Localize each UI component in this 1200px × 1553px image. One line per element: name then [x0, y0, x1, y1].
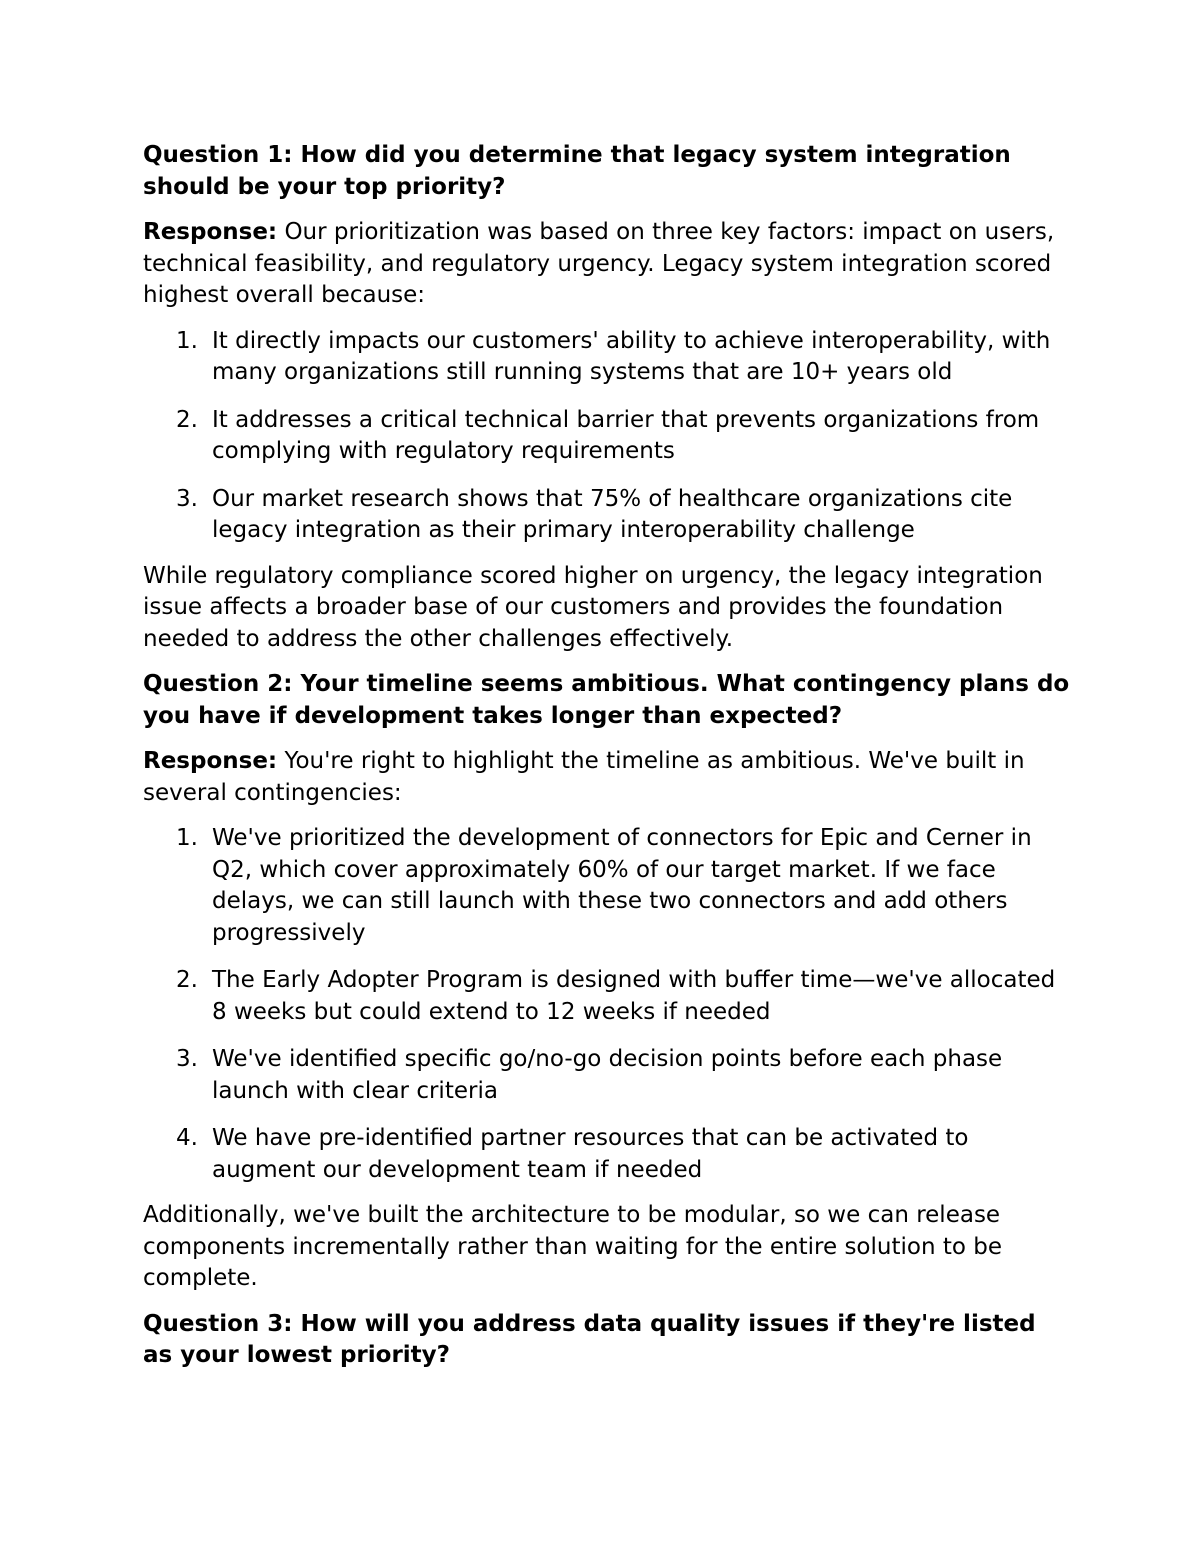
list-item: [143, 1123, 1070, 1186]
list-item: [143, 484, 1070, 547]
list-item-number: 1.: [176, 327, 198, 354]
response-text: Our prioritization was based on three key factors: impact on users, technical feasibility, and regulatory urgency. Legacy system integration scored highest overall because:: [143, 219, 1055, 308]
list-item-text: We've identified specific go/no-go decision points before each phase launch with clear criteria: [212, 1046, 1003, 1104]
list-item-number: 1.: [176, 825, 198, 851]
list-item-text: We have pre-identified partner resources that can be activated to augment our development team if needed: [212, 1125, 969, 1183]
list-item-number: 2.: [176, 967, 198, 993]
qa-section-3: [143, 1309, 1070, 1372]
list-item-number: 4.: [176, 1125, 198, 1151]
response-2-list: [143, 823, 1070, 1186]
list-item: [143, 326, 1070, 389]
question-1-heading: Question 1: How did you determine that legacy system integration should be your top priority?: [143, 142, 1011, 200]
list-item: [143, 965, 1070, 1028]
response-2-closing: Additionally, we've built the architecture to be modular, so we can release components incrementally rather than waiting for the entire solution to be complete.: [143, 1202, 1002, 1291]
response-text: You're right to highlight the timeline as ambitious. We've built in several contingencies:: [143, 748, 1025, 806]
response-1-closing: While regulatory compliance scored higher on urgency, the legacy integration issue affects a broader base of our customers and provides the foundation needed to address the other challenges effectively.: [143, 562, 1043, 652]
response-label: Response:: [143, 219, 278, 245]
list-item-number: 3.: [176, 1046, 198, 1072]
response-1-list: [143, 326, 1070, 547]
question-3-heading: Question 3: How will you address data quality issues if they're listed as your lowest priority?: [143, 1310, 1036, 1368]
list-item-text: Our market research shows that 75% of healthcare organizations cite legacy integration as their primary interoperability challenge: [212, 485, 1013, 543]
list-item-number: 3.: [176, 485, 198, 512]
list-item-text: It directly impacts our customers' ability to achieve interoperability, with many organizations still running systems that are 10+ years old: [212, 327, 1051, 385]
qa-section-2: [143, 669, 1070, 1295]
list-item-text: The Early Adopter Program is designed with buffer time—we've allocated 8 weeks but could extend to 12 weeks if needed: [212, 967, 1056, 1025]
question-2-heading: Question 2: Your timeline seems ambitious. What contingency plans do you have if development takes longer than expected?: [143, 671, 1070, 729]
qa-section-1: [143, 140, 1070, 655]
list-item: [143, 823, 1070, 949]
list-item-text: It addresses a critical technical barrier that prevents organizations from complying with regulatory requirements: [212, 406, 1040, 464]
response-1-paragraph: [143, 217, 1070, 312]
list-item-number: 2.: [176, 406, 198, 433]
list-item: [143, 1044, 1070, 1107]
list-item-text: We've prioritized the development of connectors for Epic and Cerner in Q2, which cover approximately 60% of our target market. If we face delays, we can still launch with these two connectors and add others progressively: [212, 825, 1032, 946]
response-2-paragraph: [143, 746, 1070, 809]
response-label: Response:: [143, 748, 278, 774]
list-item: [143, 405, 1070, 468]
